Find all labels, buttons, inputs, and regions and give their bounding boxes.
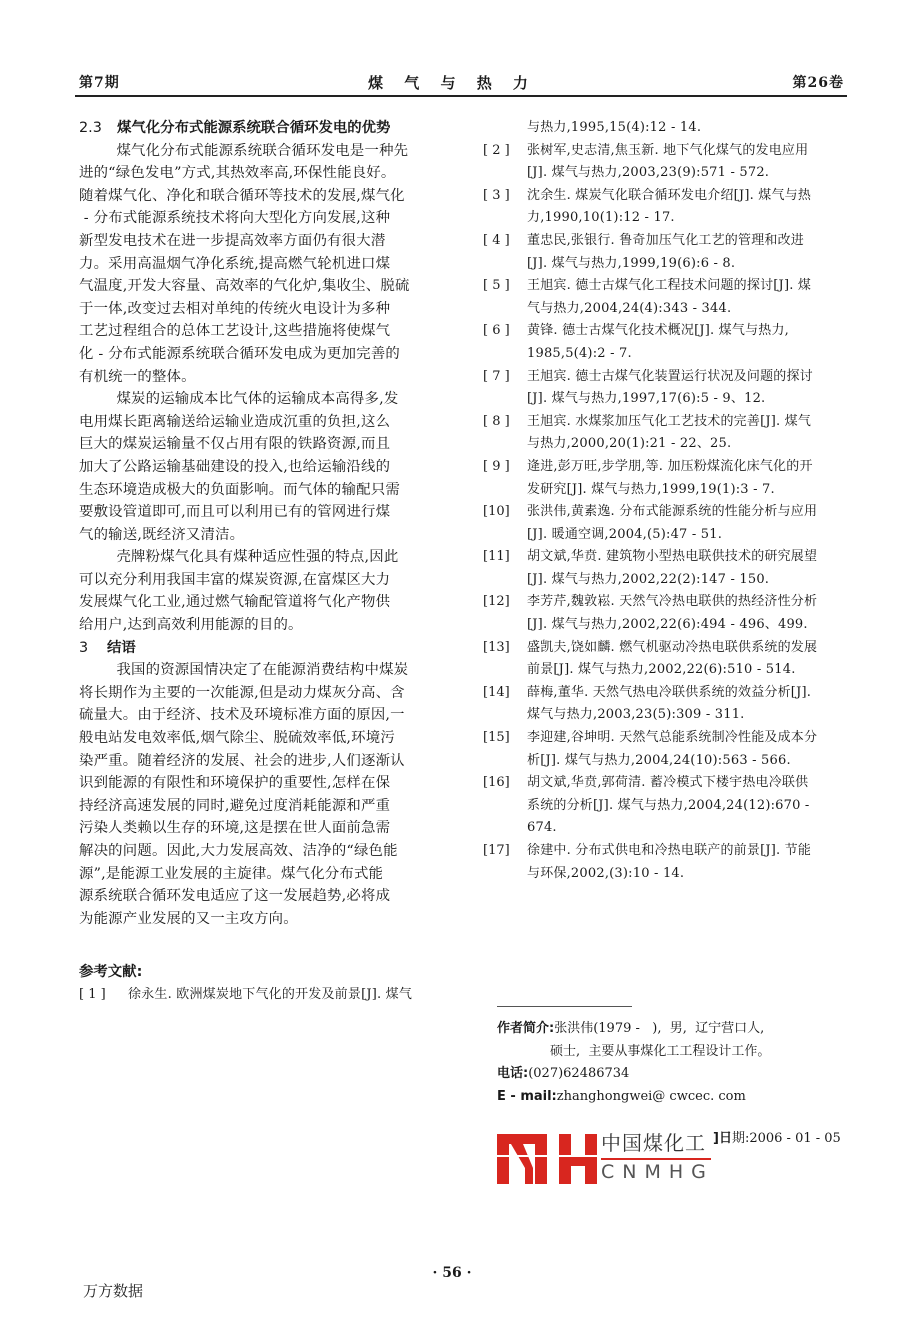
text-line: 为能源产业发展的又一主攻方向。 [79,910,298,927]
text-line: 随着煤气化、净化和联合循环等技术的发展,煤气化 [79,187,405,204]
logo-text-en: CNMHG [601,1161,714,1183]
reference-item-continued [483,117,853,140]
reference-text: 发研究[J]. 煤气与热力,1999,19(1):3 - 7. [527,481,775,497]
reference-number: [ 1 ] [79,986,106,1002]
reference-number: [10] [483,504,510,520]
reference-text: [J]. 煤气与热力,2002,22(2):147 - 150. [527,571,770,587]
reference-number: [ 6 ] [483,323,510,339]
reference-item [483,185,853,230]
text-line: 可以充分利用我国丰富的煤炭资源,在富煤区大力 [79,571,391,588]
reference-text: 析[J]. 煤气与热力,2004,24(10):563 - 566. [527,752,791,768]
reference-text: [J]. 煤气与热力,2003,23(9):571 - 572. [527,165,770,181]
text-line: 气温度,开发大容量、高效率的气化炉,集收尘、脱硫 [79,278,410,295]
footnote-rule [497,1006,632,1007]
reference-text: [J]. 煤气与热力,2002,22(6):494 - 496、499. [527,617,808,633]
author-bio-line2: 硕士, 主要从事煤化工工程设计工作。 [550,1043,771,1059]
author-bio-label: 作者简介: [497,1021,555,1036]
reference-item [483,456,853,501]
reference-number: [ 3 ] [483,187,510,203]
reference-text: 与热力,1995,15(4):12 - 14. [527,120,702,135]
header-rule [75,95,847,97]
reference-text: 徐永生. 欧洲煤炭地下气化的开发及前景[J]. 煤气 [128,986,413,1002]
reference-text: 黄锋. 德士古煤气化技术概况[J]. 煤气与热力, [527,323,790,339]
text-line: 工艺过程组合的总体工艺设计,这些措施将使煤气 [79,323,391,340]
text-line: 要敷设管道即可,而且可以利用已有的管网进行煤 [79,504,391,521]
received-label-fragment: ]日 [713,1131,732,1146]
reference-number: [11] [483,549,510,565]
reference-number: [13] [483,639,510,655]
logo-divider [601,1158,711,1160]
paragraph-conclusion [79,659,465,930]
reference-text: 1985,5(4):2 - 7. [527,345,632,361]
reference-list [483,140,853,886]
reference-item [483,546,853,591]
right-column [483,117,853,885]
reference-item [483,140,853,185]
text-line: 煤炭的运输成本比气体的运输成本高得多,发 [116,391,399,408]
text-line: 进的“绿色发电”方式,其热效率高,环保性能良好。 [79,165,396,182]
section-heading-3 [79,637,465,660]
reference-item [483,411,853,456]
reference-item [483,591,853,636]
wanfang-watermark: 万方数据 [83,1282,144,1300]
text-line: 源系统联合循环发电适应了这一发展趋势,必将成 [79,888,391,905]
phone-label: 电话: [497,1066,529,1082]
reference-number: [ 7 ] [483,368,510,384]
reference-text: 薛梅,董华. 天然气热电冷联供系统的效益分析[J]. [527,684,812,700]
paragraph-advantages [79,140,465,389]
text-line: 煤气化分布式能源系统联合循环发电是一种先 [116,142,409,159]
section-heading-2-3 [79,117,465,140]
text-line: 解决的问题。因此,大力发展高效、洁净的“绿色能 [79,843,398,859]
text-line: 气的输送,既经济又清洁。 [79,526,245,543]
paragraph-shell-gasification [79,546,465,636]
text-line: 新型发电技术在进一步提高效率方面仍有很大潜 [79,232,386,249]
references-heading: 参考文献: [79,964,143,981]
reference-item [483,772,853,840]
text-line: 化 - 分布式能源系统联合循环发电成为更加完善的 [79,345,401,362]
text-line: 持经济高速发展的同时,避免过度消耗能源和严重 [79,797,391,814]
reference-item [79,984,465,1007]
reference-item [483,230,853,275]
reference-text: 与环保,2002,(3):10 - 14. [527,865,685,881]
reference-item [483,366,853,411]
reference-text: 674. [527,820,557,836]
author-info [497,1018,857,1108]
email-label: E - mail: [497,1088,557,1104]
header-issue: 第7期 [79,75,120,91]
paragraph-transport [79,388,465,546]
reference-number: [ 8 ] [483,413,510,429]
author-bio-line1: 张洪伟(1979 - ), 男, 辽宁营口人, [554,1021,765,1036]
header-journal-title: 煤 气 与 热 力 [368,74,536,92]
email-value: zhanghongwei@ cwcec. com [556,1088,746,1104]
reference-number: [14] [483,684,510,700]
reference-text: 逄进,彭万旺,步学朋,等. 加压粉煤流化床气化的开 [527,458,813,474]
reference-text: 煤气与热力,2003,23(5):309 - 311. [527,707,745,723]
reference-number: [ 5 ] [483,278,510,294]
reference-text: 董忠民,张银行. 鲁奇加压气化工艺的管理和改进 [527,232,804,248]
received-date-value: 期:2006 - 01 - 05 [731,1131,841,1146]
reference-number: [12] [483,594,510,610]
section-title: 结语 [107,639,136,656]
received-date [713,1127,841,1146]
page-number: · 56 · [432,1265,472,1281]
reference-number: [17] [483,843,510,858]
author-email [497,1086,857,1109]
text-line: - 分布式能源系统技术将向大型化方向发展,这种 [79,210,391,227]
cnmhg-watermark-logo [497,1128,737,1190]
reference-item [483,840,853,885]
text-line: 有机统一的整体。 [79,368,196,385]
reference-item [483,682,853,727]
text-line: 生态环境造成极大的负面影响。而气体的输配只需 [79,481,400,498]
reference-text: 王旭宾. 水煤浆加压气化工艺技术的完善[J]. 煤气 [527,413,812,429]
reference-text: 徐建中. 分布式供电和冷热电联产的前景[J]. 节能 [527,843,812,858]
reference-item [483,637,853,682]
reference-text: 李芳芹,魏敦崧. 天然气冷热电联供的热经济性分析 [527,594,818,610]
reference-item [483,727,853,772]
reference-number: [ 4 ] [483,232,510,248]
text-line: 识到能源的有限性和环境保护的重要性,怎样在保 [79,775,391,792]
reference-text: 前景[J]. 煤气与热力,2002,22(6):510 - 514. [527,662,796,678]
text-line: 污染人类赖以生存的环境,这是摆在世人面前急需 [79,820,391,837]
reference-text: [J]. 煤气与热力,1999,19(6):6 - 8. [527,255,736,271]
reference-text: 盛凯夫,饶如麟. 燃气机驱动冷热电联供系统的发展 [527,639,818,655]
section-number: 2.3 [79,120,102,136]
mh-logo-icon [497,1128,597,1184]
reference-item [483,320,853,365]
author-bio [497,1018,857,1041]
text-line: 硫量大。由于经济、技术及环境标准方面的原因,一 [79,707,405,724]
header-volume: 第26卷 [792,75,844,91]
reference-text: [J]. 煤气与热力,1997,17(6):5 - 9、12. [527,391,766,407]
text-line: 力。采用高温烟气净化系统,提高燃气轮机进口煤 [79,255,391,272]
left-column [79,117,465,1007]
text-line: 将长期作为主要的一次能源,但是动力煤灰分高、含 [79,684,405,701]
text-line: 染严重。随着经济的发展、社会的进步,人们逐渐认 [79,752,405,769]
section-number: 3 [79,639,89,656]
text-line: 给用户,达到高效利用能源的目的。 [79,617,303,634]
text-line: 于一体,改变过去相对单纯的传统火电设计为多种 [79,300,391,317]
reference-number: [ 9 ] [483,458,510,474]
reference-number: [15] [483,730,510,746]
reference-text: 胡文斌,华贲. 建筑物小型热电联供技术的研究展望 [527,549,818,565]
reference-text: 张树军,史志清,焦玉新. 地下气化煤气的发电应用 [527,142,809,158]
reference-text: 气与热力,2004,24(4):343 - 344. [527,300,732,316]
text-line: 壳牌粉煤气化具有煤种适应性强的特点,因此 [116,549,399,566]
text-line: 源”,是能源工业发展的主旋律。煤气化分布式能 [79,865,384,882]
text-line: 电用煤长距离输送给运输业造成沉重的负担,这么 [79,413,391,430]
reference-text: [J]. 暖通空调,2004,(5):47 - 51. [527,526,723,542]
reference-text: 王旭宾. 德士古煤气化工程技术问题的探讨[J]. 煤 [527,278,812,294]
reference-text: 李迎建,谷坤明. 天然气总能系统制冷性能及成本分 [527,730,818,746]
reference-text: 系统的分析[J]. 煤气与热力,2004,24(12):670 - [527,797,810,813]
reference-text: 沈余生. 煤炭气化联合循环发电介绍[J]. 煤气与热 [527,187,812,203]
reference-number: [ 2 ] [483,142,510,158]
text-line: 加大了公路运输基础建设的投入,也给运输沿线的 [79,458,391,475]
reference-number: [16] [483,775,510,791]
logo-text-cn: 中国煤化工 [601,1131,706,1155]
text-line: 我国的资源国情决定了在能源消费结构中煤炭 [116,662,409,679]
reference-item [483,501,853,546]
section-title: 煤气化分布式能源系统联合循环发电的优势 [117,120,391,136]
text-line: 发展煤气化工业,通过燃气输配管道将气化产物供 [79,594,391,611]
reference-item [483,275,853,320]
phone-value: (027)62486734 [528,1066,630,1082]
reference-text: 张洪伟,黄素逸. 分布式能源系统的性能分析与应用 [527,504,818,520]
reference-text: 力,1990,10(1):12 - 17. [527,210,675,226]
reference-text: 胡文斌,华贲,郭荷清. 蓄冷模式下楼宇热电冷联供 [527,775,809,791]
text-line: 巨大的煤炭运输量不仅占用有限的铁路资源,而且 [79,436,391,453]
author-phone [497,1063,857,1086]
text-line: 般电站发电效率低,烟气除尘、脱硫效率低,环境污 [79,730,395,747]
reference-text: 与热力,2000,20(1):21 - 22、25. [527,436,732,452]
reference-text: 王旭宾. 德士古煤气化装置运行状况及问题的探讨 [527,368,813,384]
